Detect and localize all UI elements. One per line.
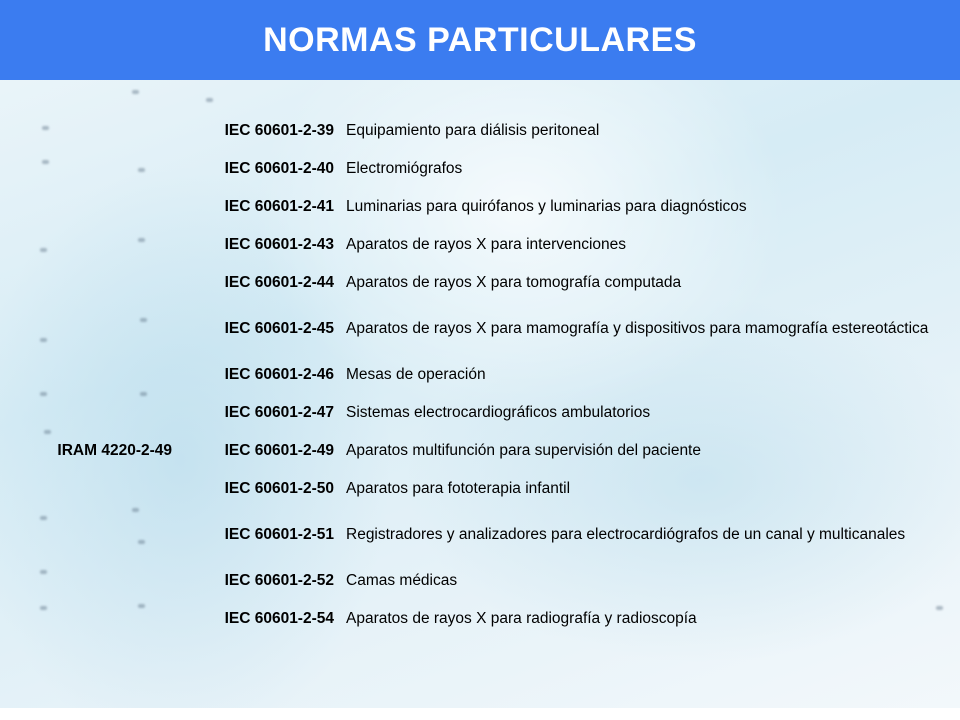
bottom-border [0, 708, 960, 720]
table-row [30, 112, 950, 150]
description: Aparatos de rayos X para radiografía y radioscopía [346, 610, 697, 627]
iec-code: IEC 60601-2-43 [224, 236, 334, 253]
iec-code: IEC 60601-2-54 [224, 610, 334, 627]
standards-table [30, 112, 950, 638]
table-row [30, 470, 950, 508]
iec-code: IEC 60601-2-52 [224, 572, 334, 589]
table-row [30, 508, 950, 562]
page-title: NORMAS PARTICULARES [263, 20, 697, 59]
iec-code: IEC 60601-2-41 [224, 198, 334, 215]
description: Sistemas electrocardiográficos ambulatorios [346, 404, 651, 421]
description: Aparatos multifunción para supervisión del paciente [346, 442, 701, 459]
iec-code: IEC 60601-2-40 [224, 160, 334, 177]
description: Aparatos para fototerapia infantil [346, 480, 571, 497]
description: Aparatos de rayos X para mamografía y dispositivos para mamografía estereotáctica [346, 320, 929, 337]
table-row [30, 432, 950, 470]
title-banner [0, 0, 960, 80]
iec-code: IEC 60601-2-39 [224, 122, 334, 139]
iec-code: IEC 60601-2-44 [224, 274, 334, 291]
iec-code: IEC 60601-2-51 [224, 526, 334, 543]
description: Aparatos de rayos X para intervenciones [346, 236, 627, 253]
table-row [30, 188, 950, 226]
table-row [30, 600, 950, 638]
iec-code: IEC 60601-2-49 [224, 442, 334, 459]
iec-code: IEC 60601-2-46 [224, 366, 334, 383]
description: Luminarias para quirófanos y luminarias para diagnósticos [346, 198, 747, 215]
table-row [30, 150, 950, 188]
iram-code: IRAM 4220-2-49 [57, 442, 172, 459]
table-row [30, 356, 950, 394]
table-row [30, 302, 950, 356]
iec-code: IEC 60601-2-45 [224, 320, 334, 337]
table-row [30, 226, 950, 264]
iec-code: IEC 60601-2-47 [224, 404, 334, 421]
table-row [30, 264, 950, 302]
description: Aparatos de rayos X para tomografía computada [346, 274, 682, 291]
description: Electromiógrafos [346, 160, 463, 177]
table-row [30, 394, 950, 432]
description: Equipamiento para diálisis peritoneal [346, 122, 600, 139]
iec-code: IEC 60601-2-50 [224, 480, 334, 497]
description: Registradores y analizadores para electrocardiógrafos de un canal y multicanales [346, 526, 906, 543]
description: Camas médicas [346, 572, 458, 589]
table-row [30, 562, 950, 600]
description: Mesas de operación [346, 366, 486, 383]
